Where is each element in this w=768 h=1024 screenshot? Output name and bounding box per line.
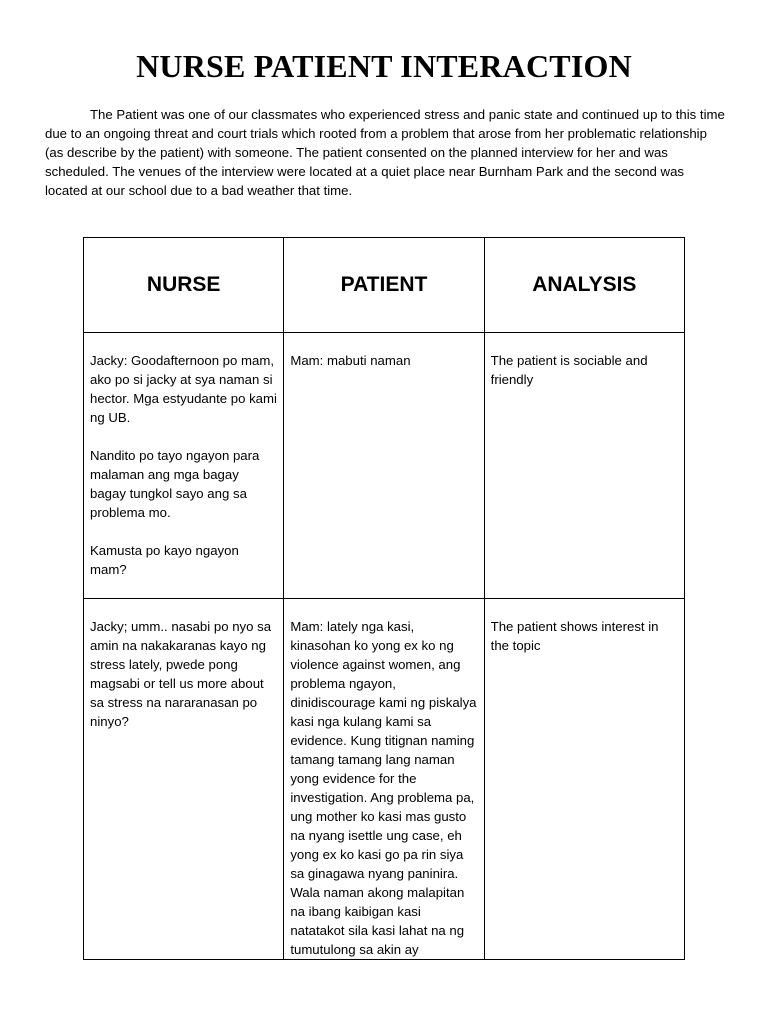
intro-paragraph: The Patient was one of our classmates who experienced stress and panic state and continued up to this time due to an ongoing threat and court trials which rooted from a problem that arose from her problematic relationship (as describe by the patient) with someone. The patient consented on the planned interview for her and was scheduled. The venues of the interview were located at a quiet place near Burnham Park and the second was located at our school due to a bad weather that time. — [45, 107, 725, 198]
header-patient: PATIENT — [284, 238, 484, 333]
nurse-cell — [84, 333, 284, 599]
document-title: NURSE PATIENT INTERACTION — [136, 48, 632, 84]
table-row — [84, 333, 685, 599]
analysis-cell — [484, 333, 684, 599]
header-nurse: NURSE — [84, 238, 284, 333]
analysis-cell — [484, 599, 684, 960]
nurse-line: Kamusta po kayo ngayon mam? — [90, 543, 239, 577]
patient-cell — [284, 333, 484, 599]
nurse-line: Jacky; umm.. nasabi po nyo sa amin na nakakaranas kayo ng stress lately, pwede pong magsabi or tell us more about sa stress na nararanasan po ninyo? — [90, 619, 272, 729]
interaction-table — [83, 237, 685, 960]
header-analysis: ANALYSIS — [484, 238, 684, 333]
analysis-line: The patient is sociable and friendly — [490, 353, 648, 387]
patient-line: Mam: lately nga kasi, kinasohan ko yong ex ko ng violence against women, ang problema ngayon, dinidiscourage kami ng piskalya kasi nga kulang kami sa evidence. Kung titignan naming tamang tamang lang naman yong evidence for the investigation. Ang problema pa, ung mother ko kasi mas gusto na nyang isettle ung case, eh yong ex ko kasi go pa rin siya sa ginagawa nyang paninira. Wala naman akong malapitan na ibang kaibigan kasi natatakot sila kasi lahat na ng tumutulong sa akin ay — [290, 619, 477, 957]
analysis-line: The patient shows interest in the topic — [490, 619, 659, 653]
nurse-line: Jacky: Goodafternoon po mam, ako po si jacky at sya naman si hector. Mga estyudante po kami ng UB. — [90, 353, 277, 425]
table-header-row — [84, 238, 685, 333]
nurse-line: Nandito po tayo ngayon para malaman ang mga bagay bagay tungkol sayo ang sa problema mo. — [90, 448, 260, 520]
table-row — [84, 599, 685, 960]
patient-cell — [284, 599, 484, 960]
nurse-cell — [84, 599, 284, 960]
patient-line: Mam: mabuti naman — [290, 353, 411, 368]
